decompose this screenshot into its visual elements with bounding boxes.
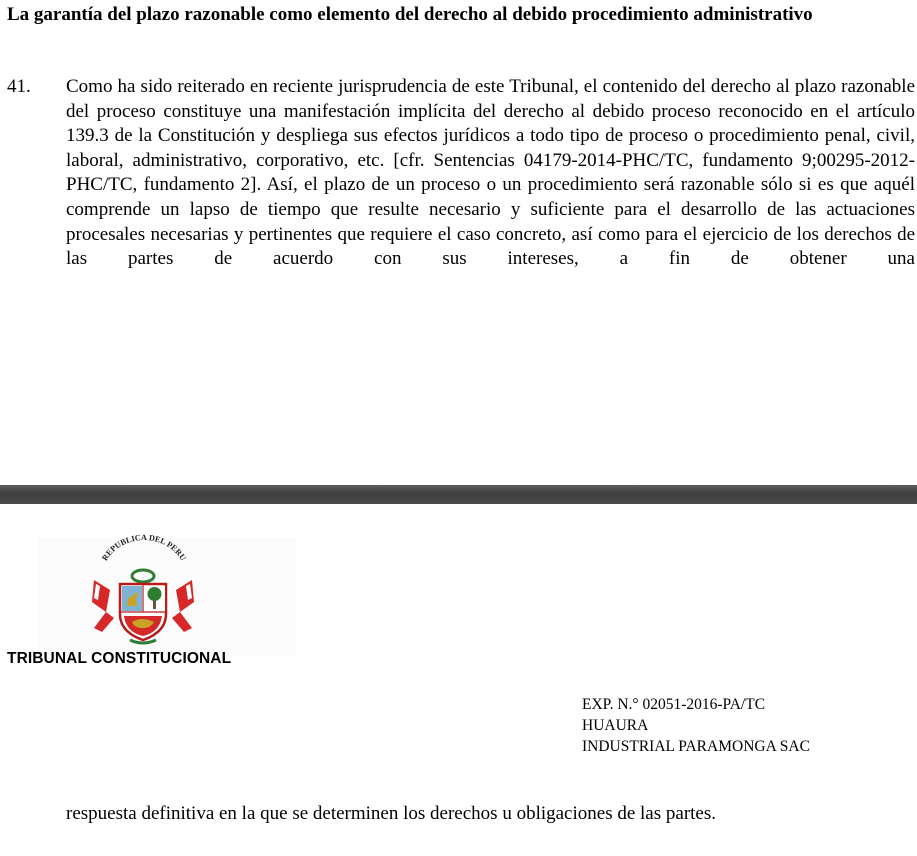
paragraph-number: 41.	[7, 76, 31, 97]
paragraph-text: Como ha sido reiterado en reciente jurisprudencia de este Tribunal, el contenido del derecho al plazo razonable del proceso constituye una manifestación implícita del derecho al debido proceso reconocido en el artículo 139.3 de la Constitución y despliega sus efectos jurídicos a todo tipo de proceso o procedimiento penal, civil, laboral, administrativo, corporativo, etc. [cfr. Sentencias 04179-2014-PHC/TC, fundamento 9;00295-2012-PHC/TC, fundamento 2]. Así, el plazo de un proceso o un procedimiento será razonable sólo si es que aquél comprende un lapso de tiempo que resulte necesario y suficiente para el desarrollo de las actuaciones procesales necesarias y pertinentes que requiere el caso concreto, así como para el ejercicio de los derechos de las partes de acuerdo con sus intereses, a fin de obtener una	[66, 76, 915, 270]
coat-of-arms-icon	[80, 532, 206, 648]
page-letterhead	[0, 504, 917, 856]
institution-name: TRIBUNAL CONSTITUCIONAL	[7, 650, 232, 667]
page-break-bar	[0, 485, 917, 504]
case-header	[582, 694, 810, 757]
continued-paragraph-text: respuesta definitiva en la que se determinen los derechos u obligaciones de las partes.	[66, 803, 716, 824]
section-heading: La garantía del plazo razonable como elemento del derecho al debido procedimiento administrativo	[7, 4, 813, 25]
case-number: EXP. N.° 02051-2016-PA/TC	[582, 696, 766, 713]
case-party: INDUSTRIAL PARAMONGA SAC	[582, 738, 810, 755]
seal-arc-label: REPUBLICA DEL PERU	[100, 532, 188, 563]
case-district: HUAURA	[582, 717, 649, 734]
seal-arc-text	[100, 533, 187, 562]
